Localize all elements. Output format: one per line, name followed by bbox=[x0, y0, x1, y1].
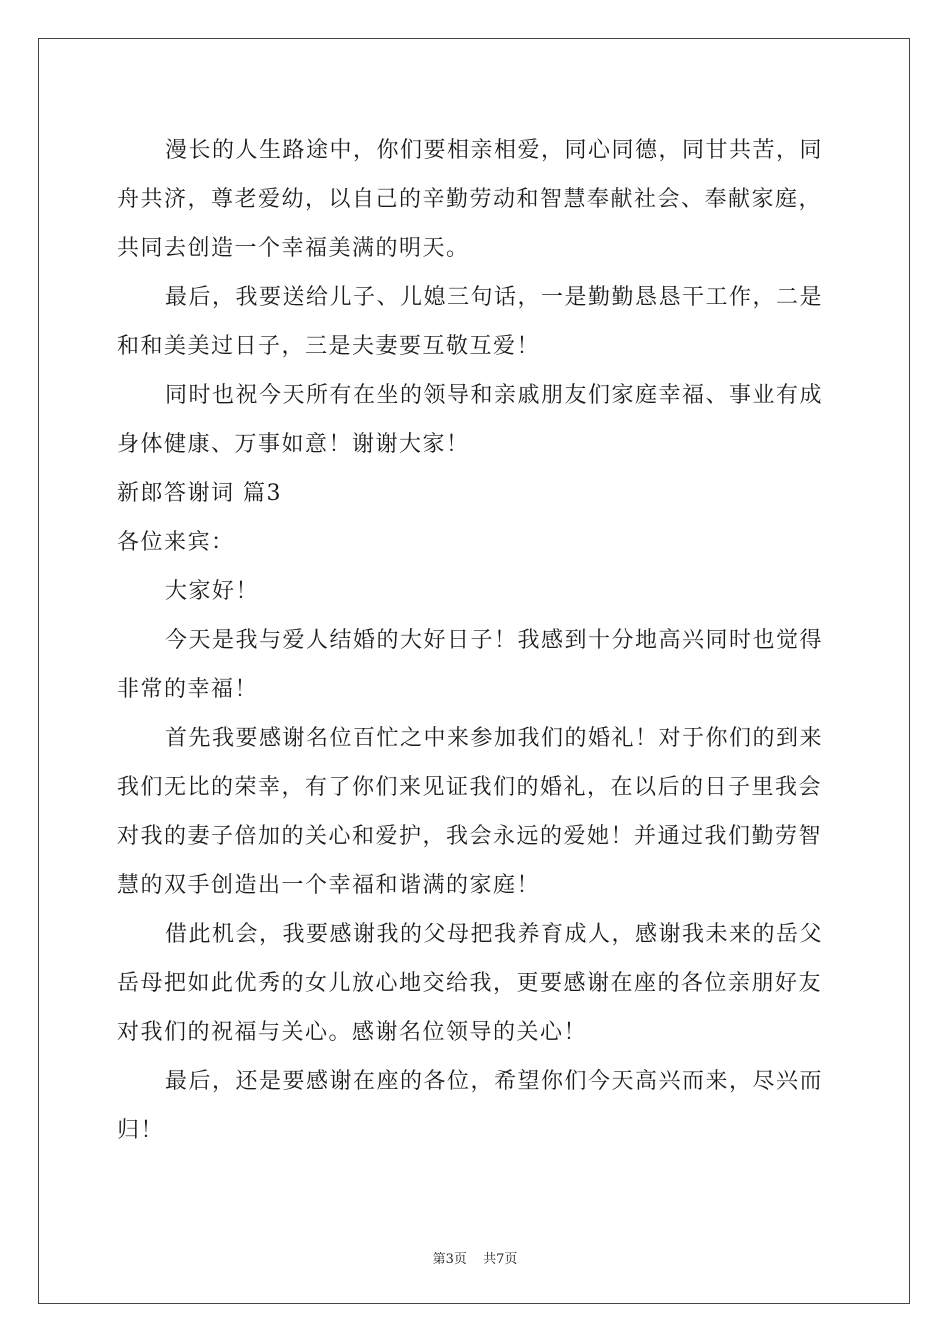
text-line: 对我的妻子倍加的关心和爱护，我会永远的爱她！并通过我们勤劳智 bbox=[117, 824, 823, 849]
text-line: 大家好！ bbox=[165, 579, 260, 604]
text-line: 共同去创造一个幸福美满的明天。 bbox=[117, 236, 470, 261]
page-footer bbox=[0, 1248, 950, 1267]
text-line: 归！ bbox=[117, 1118, 165, 1143]
text-line: 非常的幸福！ bbox=[117, 677, 259, 702]
text-line: 慧的双手创造出一个幸福和谐满的家庭！ bbox=[117, 873, 541, 898]
text-line: 我们无比的荣幸，有了你们来见证我们的婚礼，在以后的日子里我会 bbox=[117, 775, 823, 800]
text-line: 新郎答谢词 篇3 bbox=[117, 481, 282, 506]
text-line: 漫长的人生路途中，你们要相亲相爱，同心同德，同甘共苦，同 bbox=[165, 138, 824, 163]
text-line: 各位来宾： bbox=[117, 530, 235, 555]
text-line: 最后，我要送给儿子、儿媳三句话，一是勤勤恳恳干工作，二是 bbox=[165, 285, 824, 310]
text-line: 身体健康、万事如意！谢谢大家！ bbox=[117, 432, 470, 457]
text-line: 和和美美过日子，三是夫妻要互敬互爱！ bbox=[117, 334, 541, 359]
document-body bbox=[117, 126, 833, 1155]
text-line: 首先我要感谢名位百忙之中来参加我们的婚礼！对于你们的到来 bbox=[165, 726, 824, 751]
total-pages-label: 共7页 bbox=[483, 1252, 518, 1267]
text-line: 舟共济，尊老爱幼，以自己的辛勤劳动和智慧奉献社会、奉献家庭， bbox=[117, 187, 823, 212]
text-line: 今天是我与爱人结婚的大好日子！我感到十分地高兴同时也觉得 bbox=[165, 628, 824, 653]
text-line: 同时也祝今天所有在坐的领导和亲戚朋友们家庭幸福、事业有成 bbox=[165, 383, 824, 408]
current-page-label: 第3页 bbox=[432, 1252, 467, 1267]
text-line: 最后，还是要感谢在座的各位，希望你们今天高兴而来，尽兴而 bbox=[165, 1069, 824, 1094]
text-line: 对我们的祝福与关心。感谢名位领导的关心！ bbox=[117, 1020, 588, 1045]
text-line: 岳母把如此优秀的女儿放心地交给我，更要感谢在座的各位亲朋好友 bbox=[117, 971, 823, 996]
text-line: 借此机会，我要感谢我的父母把我养育成人，感谢我未来的岳父 bbox=[165, 922, 824, 947]
